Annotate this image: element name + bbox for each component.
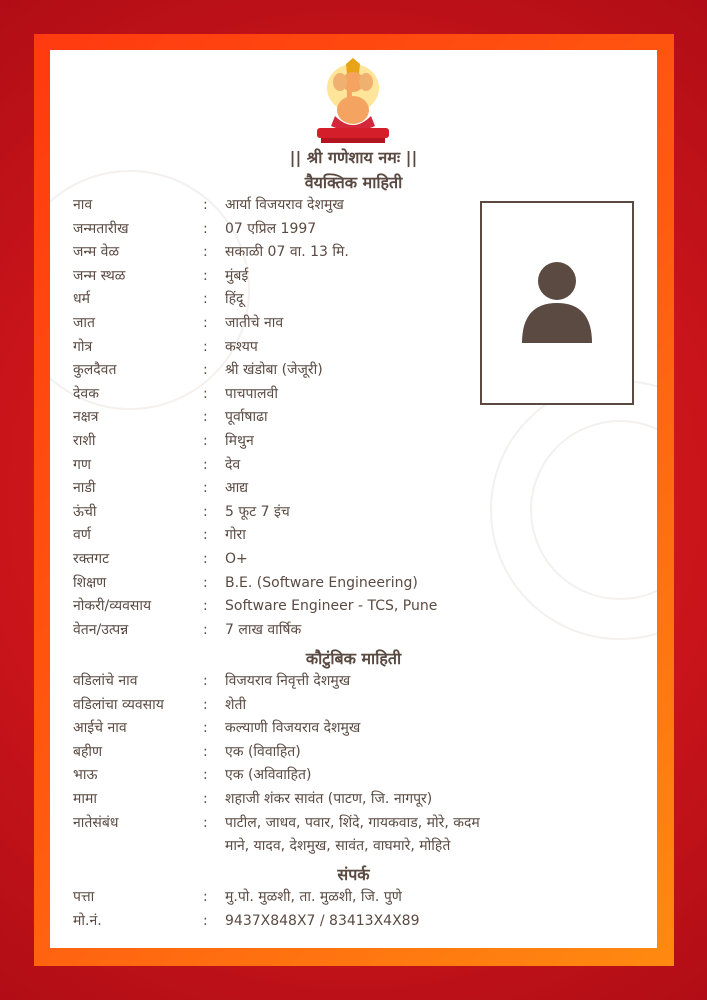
field-label: जन्म स्थळ xyxy=(73,267,126,284)
info-row xyxy=(73,312,437,336)
field-label: वेतन/उत्पन्न xyxy=(73,621,129,638)
field-value: आर्या विजयराव देशमुख xyxy=(225,197,344,213)
separator: : xyxy=(203,673,208,689)
field-label: कुलदैवत xyxy=(73,362,117,379)
field-label: जन्मतारीख xyxy=(73,220,129,237)
separator: : xyxy=(203,550,208,567)
field-value: एक (विवाहित) xyxy=(225,743,301,760)
field-label: पत्ता xyxy=(73,889,95,905)
field-label: गोत्र xyxy=(73,338,93,355)
field-label: आईचे नाव xyxy=(73,720,127,737)
field-label: जात xyxy=(73,314,95,331)
info-row xyxy=(73,670,480,694)
info-row xyxy=(73,430,437,454)
separator: : xyxy=(203,432,208,449)
info-row xyxy=(73,910,420,934)
field-label: शिक्षण xyxy=(73,574,107,591)
info-row xyxy=(73,835,480,859)
field-label: जन्म वेळ xyxy=(73,244,120,261)
info-row xyxy=(73,477,437,501)
field-value: 07 एप्रिल 1997 xyxy=(225,220,317,237)
separator: : xyxy=(203,527,208,544)
field-value: श्री खंडोबा (जेजूरी) xyxy=(225,362,323,379)
field-label: वडिलांचे नाव xyxy=(73,673,138,689)
info-row xyxy=(73,265,437,289)
separator: : xyxy=(203,385,208,402)
info-row xyxy=(73,383,437,407)
info-row xyxy=(73,454,437,478)
separator: : xyxy=(203,291,208,308)
field-label: नोकरी/व्यवसाय xyxy=(73,598,152,615)
info-row xyxy=(73,336,437,360)
photo-placeholder xyxy=(480,201,634,405)
field-value: देव xyxy=(225,456,241,473)
field-label: धर्म xyxy=(73,291,90,308)
field-value: कश्यप xyxy=(225,338,258,355)
separator: : xyxy=(203,912,208,929)
field-label: राशी xyxy=(73,432,96,449)
info-row xyxy=(73,194,437,218)
separator: : xyxy=(203,743,208,760)
info-row xyxy=(73,741,480,765)
separator: : xyxy=(203,456,208,473)
info-row xyxy=(73,619,437,643)
separator: : xyxy=(203,621,208,638)
separator: : xyxy=(203,889,208,905)
field-value: पाटील, जाधव, पवार, शिंदे, गायकवाड, मोरे, कदम xyxy=(225,814,480,831)
separator: : xyxy=(203,814,208,831)
field-value: माने, यादव, देशमुख, सावंत, वाघमारे, मोहिते xyxy=(225,838,451,855)
info-row xyxy=(73,359,437,383)
field-value: सकाळी 07 वा. 13 मि. xyxy=(225,244,349,261)
separator: : xyxy=(203,790,208,807)
info-row xyxy=(73,572,437,596)
separator: : xyxy=(203,720,208,737)
info-row xyxy=(73,524,437,548)
separator: : xyxy=(203,314,208,331)
info-row xyxy=(73,218,437,242)
section-heading-personal: वैयक्तिक माहिती xyxy=(304,173,403,192)
family-info-list xyxy=(73,670,480,859)
field-value: विजयराव निवृत्ती देशमुख xyxy=(225,673,351,689)
separator: : xyxy=(203,197,208,213)
info-row xyxy=(73,788,480,812)
info-row xyxy=(73,812,480,836)
field-value: शेती xyxy=(225,696,247,713)
field-label: नाव xyxy=(73,197,93,213)
field-label: ऊंची xyxy=(73,503,97,520)
separator xyxy=(203,835,225,859)
info-row xyxy=(73,548,437,572)
separator: : xyxy=(203,574,208,591)
info-row xyxy=(73,288,437,312)
field-label xyxy=(73,835,203,859)
field-value: पूर्वाषाढा xyxy=(225,409,268,426)
section-heading-family: कौटुंबिक माहिती xyxy=(305,649,402,668)
separator: : xyxy=(203,409,208,426)
separator: : xyxy=(203,362,208,379)
separator: : xyxy=(203,598,208,615)
field-value: 9437X848X7 / 83413X4X89 xyxy=(225,912,420,929)
field-label: भाऊ xyxy=(73,767,98,784)
contact-info-list xyxy=(73,886,420,933)
field-value: मुंबई xyxy=(225,267,249,284)
field-value: B.E. (Software Engineering) xyxy=(225,574,418,591)
field-value: गोरा xyxy=(225,527,246,544)
field-value: मिथुन xyxy=(225,432,254,449)
field-value: पाचपालवी xyxy=(225,385,278,402)
field-value: एक (अविवाहित) xyxy=(225,767,312,784)
separator: : xyxy=(203,696,208,713)
field-value: हिंदू xyxy=(225,291,244,308)
info-row xyxy=(73,501,437,525)
separator: : xyxy=(203,338,208,355)
separator: : xyxy=(203,767,208,784)
field-value: 5 फूट 7 इंच xyxy=(225,503,290,520)
info-row xyxy=(73,406,437,430)
info-row xyxy=(73,717,480,741)
field-value: O+ xyxy=(225,550,248,567)
separator: : xyxy=(203,267,208,284)
field-label: रक्तगट xyxy=(73,550,110,567)
separator: : xyxy=(203,244,208,261)
field-label: मामा xyxy=(73,790,97,807)
field-label: नातेसंबंध xyxy=(73,814,119,831)
field-value: 7 लाख वार्षिक xyxy=(225,621,302,638)
field-value: शहाजी शंकर सावंत (पाटण, जि. नागपूर) xyxy=(225,790,433,807)
field-value: कल्याणी विजयराव देशमुख xyxy=(225,720,361,737)
field-label: नक्षत्र xyxy=(73,409,99,426)
field-label: देवक xyxy=(73,385,99,402)
field-value: Software Engineer - TCS, Pune xyxy=(225,598,438,615)
ganesha-image xyxy=(313,58,393,144)
invocation-text: || श्री गणेशाय नमः || xyxy=(289,148,418,167)
separator: : xyxy=(203,480,208,497)
separator: : xyxy=(203,503,208,520)
section-heading-contact: संपर्क xyxy=(337,865,370,884)
field-label: बहीण xyxy=(73,743,103,760)
info-row xyxy=(73,886,420,910)
field-label: वर्ण xyxy=(73,527,91,544)
field-label: गण xyxy=(73,456,92,473)
info-row xyxy=(73,694,480,718)
field-label: वडिलांचा व्यवसाय xyxy=(73,696,164,713)
field-label: नाडी xyxy=(73,480,96,497)
field-value: जातीचे नाव xyxy=(225,314,284,331)
info-row xyxy=(73,595,437,619)
personal-info-list xyxy=(73,194,437,642)
info-row xyxy=(73,764,480,788)
field-value: मु.पो. मुळशी, ता. मुळशी, जि. पुणे xyxy=(225,889,402,905)
field-label: मो.नं. xyxy=(73,912,102,929)
field-value: आद्य xyxy=(225,480,249,497)
separator: : xyxy=(203,220,208,237)
info-row xyxy=(73,241,437,265)
user-avatar-icon xyxy=(482,203,632,403)
